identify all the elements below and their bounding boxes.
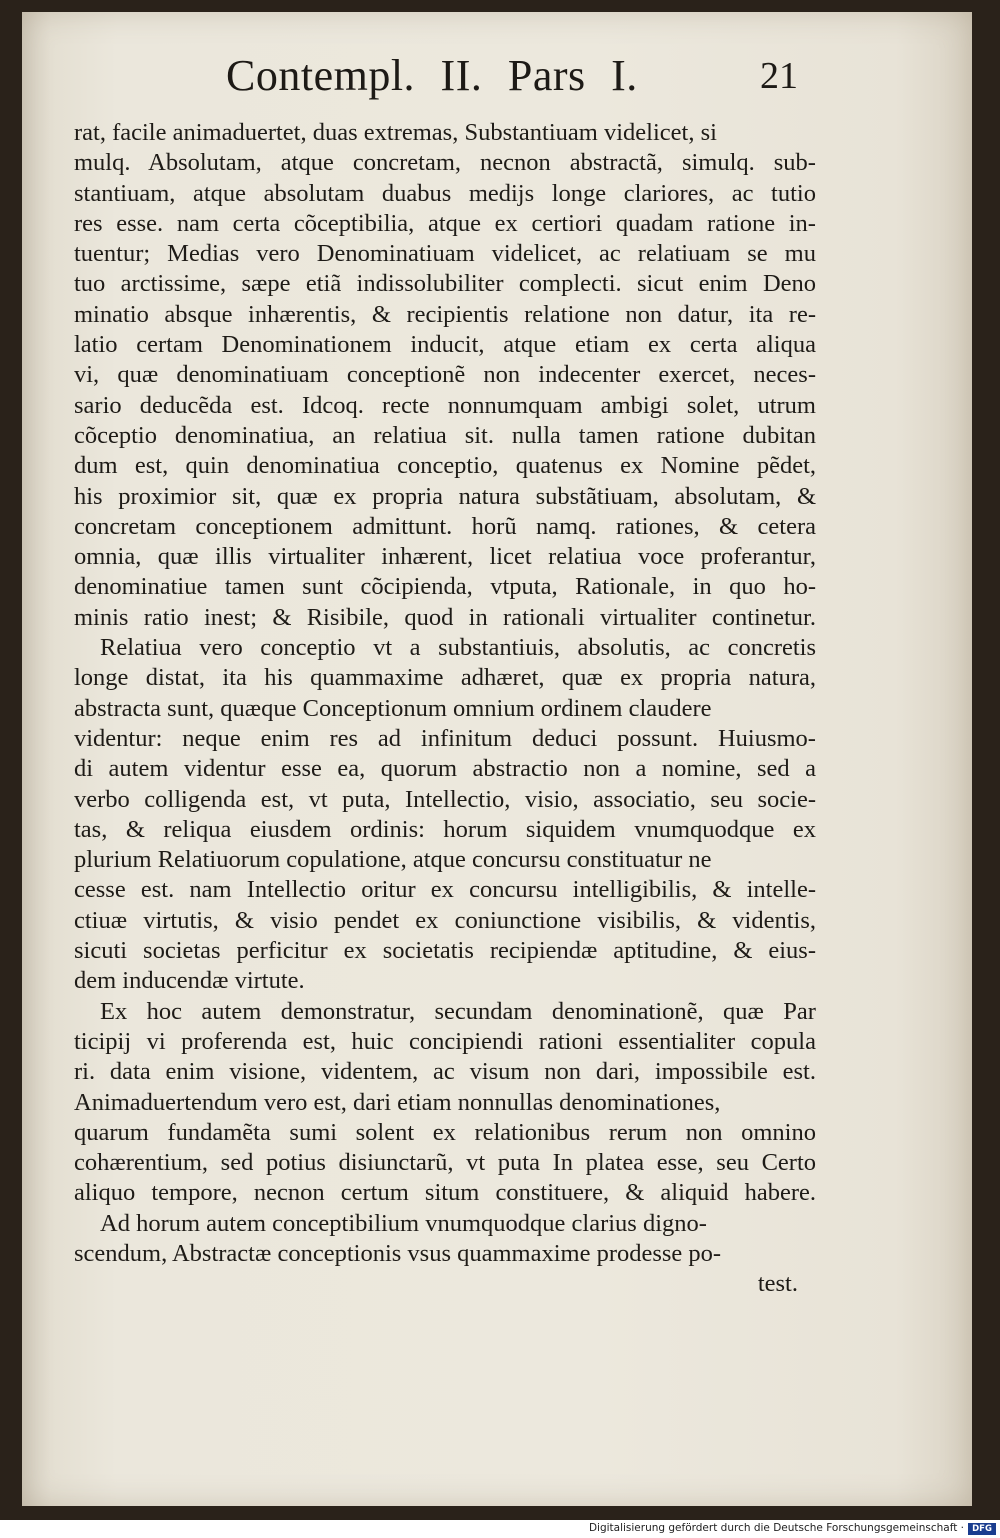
running-head-title: Contempl. II. Pars I. [226, 51, 638, 100]
text-line: aliquo tempore, necnon certum situm constituere, & aliquid habere. [74, 1179, 816, 1207]
paragraph-start-line: Ad horum autem conceptibilium vnumquodque clarius digno- [100, 1209, 707, 1237]
text-line: plurium Relatiuorum copulatione, atque concursu constituatur ne [74, 846, 712, 874]
text-line: res esse. nam certa cõceptibilia, atque ex certiori quadam ratione in- [74, 209, 816, 237]
text-line: ticipij vi proferenda est, huic concipiendi rationi essentialiter copula [74, 1027, 816, 1055]
text-line: mulq. Absolutam, atque concretam, necnon abstractã, simulq. sub- [74, 149, 816, 177]
text-line: sario deducẽda est. Idcoq. recte nonnumquam ambigi solet, utrum [74, 391, 816, 419]
text-line: scendum, Abstractæ conceptionis vsus quammaxime prodesse po- [74, 1239, 722, 1267]
text-line: latio certam Denominationem inducit, atque etiam ex certa aliqua [74, 331, 816, 359]
text-line: abstracta sunt, quæque Conceptionum omnium ordinem claudere [74, 694, 712, 722]
text-line: denominatiue tamen sunt cõcipienda, vtputa, Rationale, in quo ho- [74, 573, 817, 601]
text-line: cesse est. nam Intellectio oritur ex concursu intelligibilis, & intelle- [74, 876, 816, 904]
text-line: cohærentium, sed potius disiunctarũ, vt puta In platea esse, seu Certo [74, 1149, 817, 1177]
text-line: his proximior sit, quæ ex propria natura substãtiuam, absolutam, & [74, 482, 817, 510]
paragraph-start-line: Relatiua vero conceptio vt a substantiuis, absolutis, ac concretis [100, 634, 817, 662]
book-page [22, 12, 972, 1506]
text-line: sicuti societas perficitur ex societatis recipiendæ aptitudine, & eius- [74, 937, 816, 965]
text-line: cõceptio denominatiua, an relatiua sit. nulla tamen ratione dubitan [74, 421, 816, 449]
text-line: concretam conceptionem admittunt. horũ namq. rationes, & cetera [74, 512, 816, 540]
text-line: dum est, quin denominatiua conceptio, quatenus ex Nomine pẽdet, [74, 452, 817, 480]
text-line: longe distat, ita his quammaxime adhæret, quæ ex propria natura, [74, 664, 816, 692]
digitization-footer [0, 1520, 1000, 1538]
text-line: di autem videntur esse ea, quorum abstractio non a nomine, sed a [74, 755, 817, 783]
text-line: rat, facile animaduertet, duas extremas, Substantiuam videlicet, si [74, 119, 717, 146]
text-line: stantiuam, atque absolutam duabus medijs longe clariores, ac tutio [74, 179, 816, 207]
dfg-logo: DFG [968, 1523, 996, 1535]
paragraph-start-line: Ex hoc autem demonstratur, secundam denominationẽ, quæ Par [100, 997, 816, 1025]
page-number: 21 [760, 55, 798, 97]
text-line: quarum fundamẽta sumi solent ex relationibus rerum non omnino [74, 1118, 816, 1146]
text-line: omnia, quæ illis virtualiter inhærent, licet relatiua voce proferantur, [74, 543, 816, 571]
body-text [74, 118, 816, 1300]
text-line: minatio absque inhærentis, & recipientis relatione non datur, ita re- [74, 300, 816, 328]
running-head [22, 50, 972, 110]
text-line: verbo colligenda est, vt puta, Intellectio, visio, associatio, seu socie- [74, 785, 817, 813]
text-line: tuentur; Medias vero Denominatiuam videlicet, ac relatiuam se mu [74, 240, 816, 268]
text-line: tuo arctissime, sæpe etiã indissolubiliter complecti. sicut enim Deno [74, 270, 817, 298]
text-line: ctiuæ virtutis, & visio pendet ex coniunctione visibilis, & videntis, [74, 906, 817, 934]
text-line: minis ratio inest; & Risibile, quod in rationali virtualiter continetur. [74, 603, 816, 631]
text-line: tas, & reliqua eiusdem ordinis: horum siquidem vnumquodque ex [74, 815, 816, 843]
funding-credit: Digitalisierung gefördert durch die Deutsche Forschungsgemeinschaft · [588, 1522, 964, 1534]
text-line: videntur: neque enim res ad infinitum deduci possunt. Huiusmo- [74, 724, 816, 752]
text-line: Animaduertendum vero est, dari etiam nonnullas denominationes, [74, 1088, 721, 1116]
text-line: ri. data enim visione, videntem, ac visum non dari, impossibile est. [74, 1058, 816, 1086]
text-line: vi, quæ denominatiuam conceptionẽ non indecenter exercet, neces- [74, 361, 816, 389]
text-line: dem inducendæ virtute. [74, 967, 305, 995]
catchword-line: test. [757, 1270, 798, 1298]
